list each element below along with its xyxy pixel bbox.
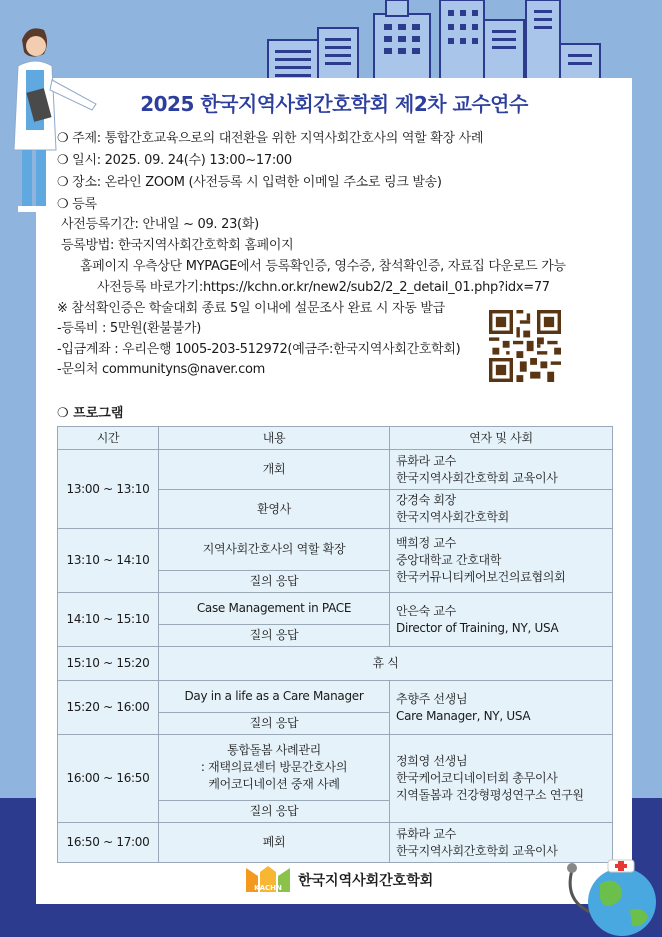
speaker-name: 강경숙 회장	[396, 493, 456, 507]
table-row	[58, 450, 613, 490]
globe-stethoscope-illustration	[560, 840, 662, 937]
time-cell: 13:10 ~ 14:10	[58, 529, 159, 593]
content-line: 통합돌봄 사례관리	[227, 743, 321, 757]
program-table	[57, 426, 613, 863]
content-cell: 폐회	[159, 823, 390, 863]
content-cell: 질의 응답	[159, 571, 390, 593]
speaker-affiliation: 한국지역사회간호학회	[396, 510, 509, 524]
content-cell: 휴 식	[159, 647, 613, 681]
logo-label: KACHN	[254, 884, 282, 892]
content-cell	[159, 735, 390, 801]
speaker-name: 류화라 교수	[396, 826, 456, 841]
info-date: ❍ 일시: 2025. 09. 24(수) 13:00~17:00	[57, 153, 292, 168]
speaker-affiliation: 중앙대학교 간호대학	[396, 553, 502, 567]
table-row	[58, 593, 613, 625]
info-fee: -등록비 : 5만원(환불불가)	[57, 321, 201, 336]
content-cell: Day in a life as a Care Manager	[159, 681, 390, 713]
info-topic: ❍ 주제: 통합간호교육으로의 대전환을 위한 지역사회간호사의 역할 확장 사례	[57, 131, 484, 146]
content-cell: 지역사회간호사의 역할 확장	[159, 529, 390, 571]
time-cell: 13:00 ~ 13:10	[58, 450, 159, 529]
table-header-row	[58, 427, 613, 450]
info-link[interactable]: 사전등록 바로가기:https://kchn.or.kr/new2/sub2/2_2_detail_01.php?idx=77	[97, 280, 550, 295]
org-name: 한국지역사회간호학회	[298, 873, 434, 889]
time-cell: 15:10 ~ 15:20	[58, 647, 159, 681]
speaker-cell	[390, 593, 613, 647]
kachn-logo-icon	[244, 866, 292, 896]
content-cell: 개회	[159, 450, 390, 490]
qr-code[interactable]	[489, 310, 561, 382]
speaker-cell	[390, 681, 613, 735]
speaker-affiliation: 지역돌봄과 건강형평성연구소 연구원	[396, 788, 584, 802]
content-cell: 질의 응답	[159, 713, 390, 735]
info-period: 사전등록기간: 안내일 ~ 09. 23(화)	[61, 217, 259, 232]
speaker-name: 백희정 교수	[396, 536, 456, 550]
speaker-affiliation: 한국커뮤니티케어보건의료협의회	[396, 570, 566, 584]
time-cell: 14:10 ~ 15:10	[58, 593, 159, 647]
speaker-cell	[390, 490, 613, 529]
time-cell: 16:50 ~ 17:00	[58, 823, 159, 863]
info-account: -입금계좌 : 우리은행 1005-203-512972(예금주:한국지역사회간호학회)	[57, 342, 461, 357]
header-speaker: 연자 및 사회	[390, 427, 613, 450]
info-cert: ※ 참석확인증은 학술대회 종료 5일 이내에 설문조사 완료 시 자동 발급	[57, 301, 445, 316]
table-row	[58, 823, 613, 863]
speaker-affiliation: 한국지역사회간호학회 교육이사	[396, 843, 558, 858]
table-row	[58, 735, 613, 801]
info-method: 등록방법: 한국지역사회간호학회 홈페이지	[61, 238, 294, 253]
info-mypage: 홈페이지 우측상단 MYPAGE에서 등록확인증, 영수증, 참석확인증, 자료집 다운로드 가능	[80, 259, 566, 274]
content-cell: Case Management in PACE	[159, 593, 390, 625]
content-line: 케어코디네이션 중재 사례	[208, 777, 340, 791]
info-register: ❍ 등록	[57, 197, 97, 212]
info-place: ❍ 장소: 온라인 ZOOM (사전등록 시 입력한 이메일 주소로 링크 발송)	[57, 175, 442, 190]
speaker-affiliation: Director of Training, NY, USA	[396, 620, 559, 635]
table-row	[58, 681, 613, 713]
header-time: 시간	[58, 427, 159, 450]
table-row	[58, 529, 613, 571]
header-content: 내용	[159, 427, 390, 450]
speaker-cell	[390, 529, 613, 593]
table-row	[58, 647, 613, 681]
content-cell: 질의 응답	[159, 625, 390, 647]
speaker-cell	[390, 450, 613, 490]
speaker-name: 안은숙 교수	[396, 603, 456, 618]
speaker-name: 정희영 선생님	[396, 754, 468, 768]
content-cell: 질의 응답	[159, 801, 390, 823]
content-cell: 환영사	[159, 490, 390, 529]
speaker-cell	[390, 735, 613, 823]
page-title: 2025 한국지역사회간호학회 제2차 교수연수	[140, 92, 528, 116]
speaker-affiliation: Care Manager, NY, USA	[396, 708, 531, 723]
content-line: : 재택의료센터 방문간호사의	[200, 760, 348, 774]
speaker-affiliation: 한국지역사회간호학회 교육이사	[396, 470, 558, 485]
speaker-name: 류화라 교수	[396, 453, 456, 468]
info-contact[interactable]: -문의처 communityns@naver.com	[57, 362, 265, 377]
speaker-affiliation: 한국케어코디네이터회 총무이사	[396, 771, 558, 785]
time-cell: 15:20 ~ 16:00	[58, 681, 159, 735]
program-heading: ❍ 프로그램	[57, 406, 124, 421]
time-cell: 16:00 ~ 16:50	[58, 735, 159, 823]
speaker-name: 추향주 선생님	[396, 691, 468, 706]
